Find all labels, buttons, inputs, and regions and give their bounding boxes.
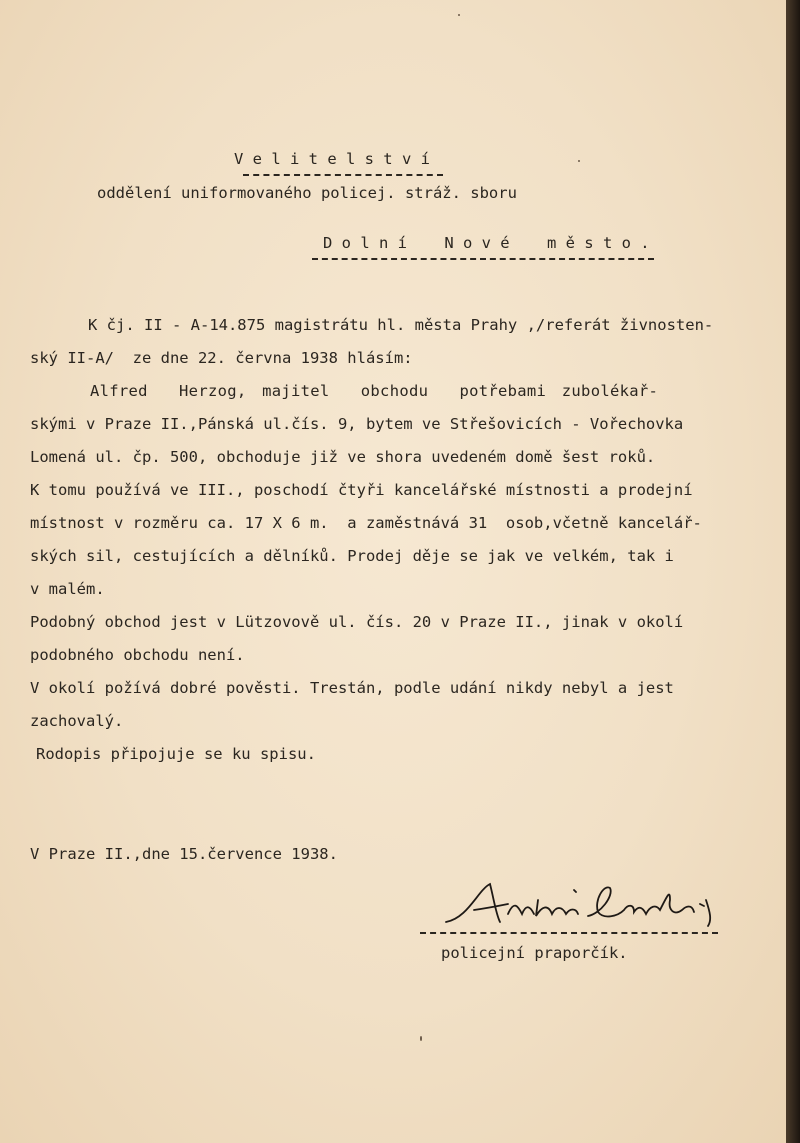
body-line: v malém. [30, 580, 105, 598]
body-line: Alfred Herzog, majitel obchodu potřebami zubolékař- [90, 382, 659, 400]
body-line: podobného obchodu není. [30, 646, 245, 664]
body-line: ský II-A/ ze dne 22. června 1938 hlásím: [30, 349, 413, 367]
body-line: Rodopis připojuje se ku spisu. [36, 745, 316, 763]
body-line: zachovalý. [30, 712, 124, 730]
paper-speck [458, 14, 460, 16]
title-underline [243, 174, 443, 176]
signature [438, 870, 738, 940]
body-line: V okolí požívá dobré pověsti. Trestán, podle udání nikdy nebyl a jest [30, 679, 674, 697]
scan-edge [786, 0, 800, 1143]
body-line: K tomu používá ve III., poschodí čtyři kancelářské místnosti a prodejní [30, 481, 693, 499]
document-title: V e l i t e l s t v í [234, 150, 430, 168]
body-line: Lomená ul. čp. 500, obchoduje již ve shora uvedeném domě šest roků. [30, 448, 656, 466]
body-line: skými v Praze II.,Pánská ul.čís. 9, bytem ve Střešovicích - Vořechovka [30, 415, 684, 433]
document-location: D o l n í N o v é m ě s t o . [323, 234, 650, 252]
body-line: Podobný obchod jest v Lützovově ul. čís. 20 v Praze II., jinak v okolí [30, 613, 684, 631]
document-subtitle: oddělení uniformovaného policej. stráž. sboru [97, 184, 517, 202]
place-date: V Praze II.,dne 15.července 1938. [30, 845, 338, 863]
paper-speck [420, 1036, 422, 1041]
signatory-rank: policejní praporčík. [441, 944, 628, 962]
signature-underline [420, 932, 718, 934]
location-underline [312, 258, 654, 260]
body-line: K čj. II - A-14.875 magistrátu hl. města Prahy ,/referát živnosten- [88, 316, 714, 334]
body-line: místnost v rozměru ca. 17 X 6 m. a zaměstnává 31 osob,včetně kancelář- [30, 514, 702, 532]
body-line: ských sil, cestujících a dělníků. Prodej děje se jak ve velkém, tak i [30, 547, 674, 565]
paper-speck [578, 160, 580, 162]
